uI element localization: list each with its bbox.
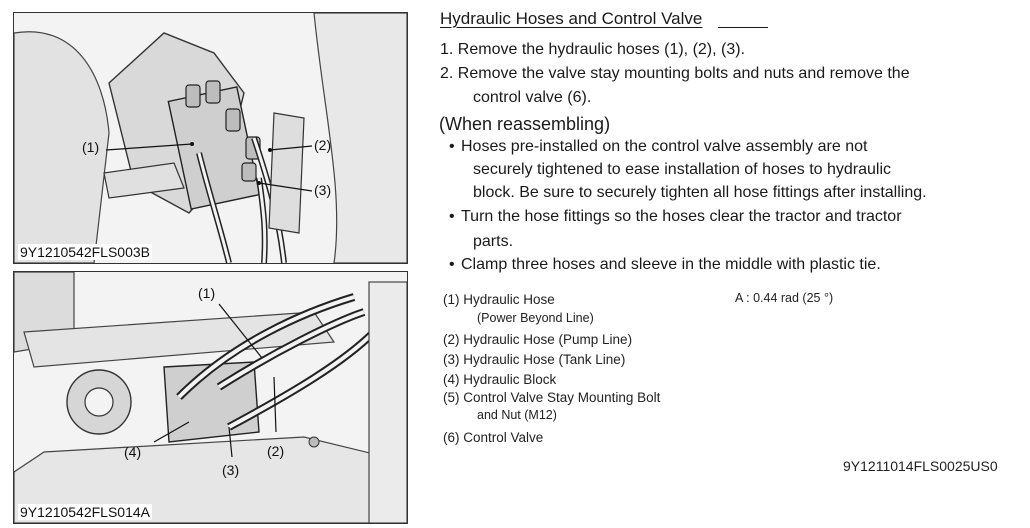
bullet-1-line-3: block. Be sure to securely tighten all hose fittings after installing. [473,184,927,201]
bullet-marker: • [449,256,455,273]
title-underline [718,27,768,28]
bullet-2-line-2: parts. [473,233,514,250]
callout-4: (4) [124,444,142,460]
step-1: 1. Remove the hydraulic hoses (1), (2), (3). [440,41,746,58]
reassembly-heading: (When reassembling) [439,114,611,134]
figure-code: 9Y1210542FLS014A [20,504,150,520]
figure-control-valve [13,12,408,264]
figure-code: 9Y1210542FLS003B [20,244,150,260]
bullet-marker: • [449,138,455,155]
step-2: 2. Remove the valve stay mounting bolts and nuts and remove the [440,65,910,82]
angle-note: A : 0.44 rad (25 °) [735,291,834,305]
control-valve-illustration [14,13,407,263]
bullet-1-line-2: securely tightened to ease installation of hoses to hydraulic [473,161,892,178]
callout-3: (3) [314,182,332,198]
step-2-continued: control valve (6). [473,89,592,106]
document-code: 9Y1211014FLS0025US0 [843,458,998,474]
section-title: Hydraulic Hoses and Control Valve [440,9,703,28]
callout-2: (2) [314,137,332,153]
callout-1: (1) [82,139,100,155]
callout-2: (2) [267,443,285,459]
legend-item-1-sub: (Power Beyond Line) [477,311,594,325]
bullet-1-line-1: Hoses pre-installed on the control valve assembly are not [461,138,868,155]
legend-item-5: (5) Control Valve Stay Mounting Bolt [443,390,661,405]
bullet-marker: • [449,208,455,225]
legend-item-5-sub: and Nut (M12) [477,408,557,422]
bullet-3-line-1: Clamp three hoses and sleeve in the middle with plastic tie. [461,256,881,273]
legend-item-3: (3) Hydraulic Hose (Tank Line) [443,352,626,367]
legend-item-1: (1) Hydraulic Hose [443,292,555,307]
figure-hydraulic-block [13,271,408,524]
legend-item-2: (2) Hydraulic Hose (Pump Line) [443,332,633,347]
bullet-2-line-1: Turn the hose fittings so the hoses clear the tractor and tractor [461,208,902,225]
hydraulic-block-illustration [14,272,407,523]
callout-3: (3) [222,462,240,478]
legend-item-4: (4) Hydraulic Block [443,372,557,387]
callout-1: (1) [198,285,216,301]
legend-item-6: (6) Control Valve [443,430,544,445]
